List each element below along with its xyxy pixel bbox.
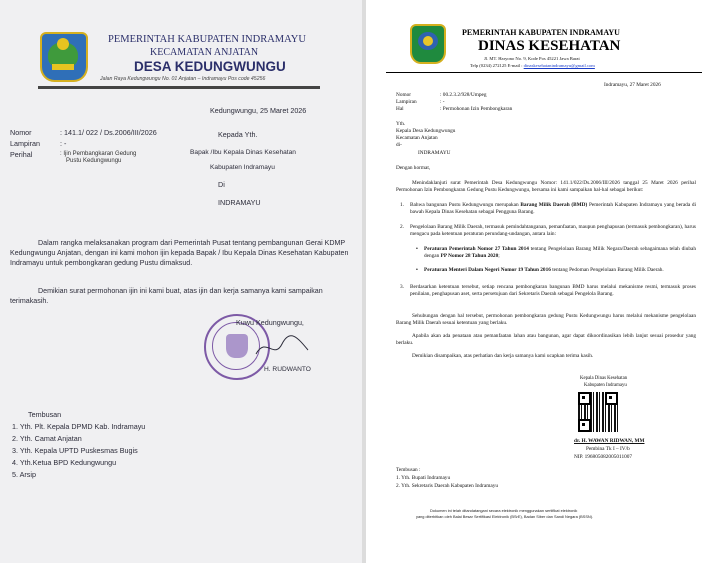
recipient-di: Di: [218, 180, 225, 189]
recipient-di: di-: [396, 142, 402, 148]
nomor-label: Nomor: [10, 128, 32, 137]
health-office-letter-page: [366, 0, 720, 563]
bullet-icon: •: [416, 246, 418, 252]
signature-icon: [252, 332, 312, 362]
kop-line-2: DINAS KESEHATAN: [478, 38, 621, 54]
regency-logo-icon: [410, 24, 446, 64]
recipient-city: INDRAMAYU: [418, 150, 451, 156]
point-2-number: 2.: [400, 224, 404, 230]
perihal-value-1: : Ijin Pembangkaran Gedung: [60, 151, 137, 157]
footer-line-2: yang diterbitkan oleh Balai Besar Sertifikasi Elektronik (BSrE), Badan Siber dan Sandi Negara (BSSN).: [416, 514, 594, 519]
footer-line-1: Dokumen ini telah ditandatangani secara elektronik menggunakan sertifikat elektronik: [430, 508, 578, 513]
qr-code-icon: [578, 392, 618, 432]
kop-divider: [386, 72, 702, 73]
recipient-line-1: Yth.: [396, 121, 406, 127]
bullet-1-end: ;: [498, 252, 500, 259]
bullet-1-bold-2: PP Nomor 28 Tahun 2020: [440, 252, 499, 259]
lampiran-label: Lampiran: [10, 139, 40, 148]
kop-address: Jl. MT. Haryono No. 9, Kode Pos 45221 Jawa Barat: [484, 56, 580, 61]
lampiran-label: Lampiran: [396, 99, 417, 105]
nomor-value: : 141.1/ 022 / Ds.2006/III/2026: [60, 128, 157, 137]
tembusan-item: 4. Yth.Ketua BPD Kedungwungu: [12, 458, 117, 467]
recipient-line-1: Kepada Yth.: [218, 130, 258, 139]
point-1-post: Pemerintah Kabupaten Indramayu yang berada di bawah Kepala Dinas Kesehatan sebagai Pengguna Barang.: [410, 202, 696, 215]
intro-paragraph: Menindaklanjuti surat Pemerintah Desa Kedungwungu Nomor: 141.1/022/Ds.2006/III/2026 tanggal 25 Maret 2026 perihal Permohonan Izin Pembongkaran Gedung Pustu Kedungwungu, bersama ini kami sampaikan hal-hal sebagai berikut:: [396, 180, 696, 193]
recipient-line-3: Kabupaten Indramayu: [210, 164, 275, 171]
tembusan-title: Tembusan :: [396, 467, 421, 473]
bullet-1-mid: tentang Pengelolaan Barang Milik Negara/Daerah sebagaimana telah diubah dengan: [424, 246, 696, 259]
recipient-line-2: Kepala Desa Kedungwungu: [396, 128, 456, 134]
perihal-label: Perihal: [10, 150, 33, 159]
kop-contact: [470, 63, 595, 68]
bullet-2-text: [424, 267, 696, 274]
bullet-icon: •: [416, 267, 418, 273]
letter-date: Indramayu, 27 Maret 2026: [604, 82, 661, 88]
lampiran-value: : -: [60, 139, 67, 148]
sign-nip: NIP. 196805082005011007: [574, 454, 633, 460]
hal-value: : Permohonan Izin Pembongkaran: [440, 106, 513, 112]
kop-divider: [38, 86, 320, 89]
body-paragraph-1: Dalam rangka melaksanakan program dari Pemerintah Pusat tentang pembangunan Gerai KDMP Kedungwungu Anjatan, dengan ini kami mohon ijin kepada Bapak / Ibu Kepala Dinas Kesehatan Kabupaten Indramayu untuk pembongkaran gedung Pustu dimaksud.: [10, 239, 349, 267]
point-1-text: [410, 202, 696, 215]
recipient-city: INDRAMAYU: [218, 198, 261, 207]
point-3-text: Berdasarkan ketentuan tersebut, setiap rencana pembongkaran bangunan BMD harus melalui mekanisme resmi, termasuk proses penilaian, penghapusan aset, serta persetujuan dari Sekretaris Daerah sebagai Pengelola Barang.: [410, 284, 696, 297]
paragraph-3: Apabila akan ada penataan atau pemanfaatan lahan atau bangunan, agar dapat dikoordinasikan lebih lanjut sesuai prosedur yang berlaku.: [396, 333, 696, 346]
letter-date: Kedungwungu, 25 Maret 2026: [210, 106, 307, 115]
paragraph-2: Sehubungan dengan hal tersebut, permohonan pembongkaran gedung Pustu Kedungwungu harus melalui mekanisme pengelolaan Barang Milik Daerah sesuai ketentuan yang berlaku.: [396, 313, 696, 326]
tembusan-item: 5. Arsip: [12, 470, 36, 479]
point-3-number: 3.: [400, 284, 404, 290]
kop-line-1: PEMERINTAH KABUPATEN INDRAMAYU: [108, 34, 306, 45]
recipient-line-3: Kecamatan Anjatan: [396, 135, 438, 141]
lampiran-value: : -: [440, 99, 445, 105]
sign-name: dr. H. WAWAN RIDWAN, MM: [574, 438, 645, 444]
sign-rank: Pembina Tk I – IV/b: [586, 446, 630, 452]
nomor-label: Nomor: [396, 92, 412, 98]
sign-name: H. RUDWANTO: [264, 366, 311, 373]
kop-line-3: DESA KEDUNGWUNGU: [134, 59, 286, 74]
bullet-2-post: tentang Pedoman Pengelolaan Barang Milik Daerah.: [550, 267, 664, 273]
tembusan-title: Tembusan: [28, 410, 62, 419]
point-1-bold: Barang Milik Daerah (BMD): [520, 202, 588, 208]
kop-email-link[interactable]: dinaskesehatanindramayu@gmail.com: [523, 63, 595, 68]
nomor-value: : 00.2.3.2/928/Umpeg: [440, 92, 487, 98]
point-1-number: 1.: [400, 202, 404, 208]
sign-title: Kuwu Kedungwungu,: [236, 318, 304, 327]
closing-paragraph: Demikian disampaikan, atas perhatian dan kerja samanya kami ucapkan terima kasih.: [412, 353, 594, 359]
kop-line-1: PEMERINTAH KABUPATEN INDRAMAYU: [462, 28, 620, 37]
greeting: Dengan hormat,: [396, 165, 431, 171]
sign-title-2: Kabupaten Indramayu: [584, 383, 627, 388]
kop-address: Jalan Raya Kedungwungu No. 01 Anjatan – Indramayu Pos code 45256: [100, 76, 266, 82]
bullet-2-bold: Peraturan Menteri Dalam Negeri Nomor 19 Tahun 2016: [424, 267, 551, 273]
tembusan-item: 1. Yth. Bupati Indramayu: [396, 475, 451, 481]
tembusan-item: 3. Yth. Kepala UPTD Puskesmas Bugis: [12, 446, 138, 455]
tembusan-item: 2. Yth. Sekretaris Daerah Kabupaten Indramayu: [396, 483, 499, 489]
tembusan-item: 2. Yth. Camat Anjatan: [12, 434, 82, 443]
bullet-1-bold: Peraturan Pemerintah Nomor 27 Tahun 2014: [424, 246, 529, 252]
hal-label: Hal: [396, 106, 404, 112]
kop-line-2: KECAMATAN ANJATAN: [150, 47, 259, 58]
perihal-value-2: Pustu Kedungwungu: [66, 158, 122, 164]
body-paragraph-2: Demikian surat permohonan ijin ini kami buat, atas ijin dan kerja samanya kami sampaikan terimakasih.: [10, 287, 323, 305]
kop-contact-prefix: Telp (0234) 272125 E-mail :: [470, 63, 524, 68]
sign-title-1: Kepala Dinas Kesehatan: [580, 376, 628, 381]
point-2-text: Pengelolaan Barang Milik Daerah, termasuk pemindahtanganan, pemanfaatan, maupun penghapusan (termasuk pembongkaran), harus mengacu pada ketentuan peraturan perundang-undangan, antara lain:: [410, 224, 696, 237]
tembusan-item: 1. Yth. Plt. Kepala DPMD Kab. Indramayu: [12, 422, 146, 431]
point-1-pre: Bahwa bangunan Pustu Kedungwungu merupakan: [410, 202, 521, 208]
recipient-line-2: Bapak /Ibu Kepala Dinas Kesehatan: [190, 149, 296, 156]
bullet-1-text: [424, 246, 696, 259]
village-logo-icon: [40, 32, 88, 82]
